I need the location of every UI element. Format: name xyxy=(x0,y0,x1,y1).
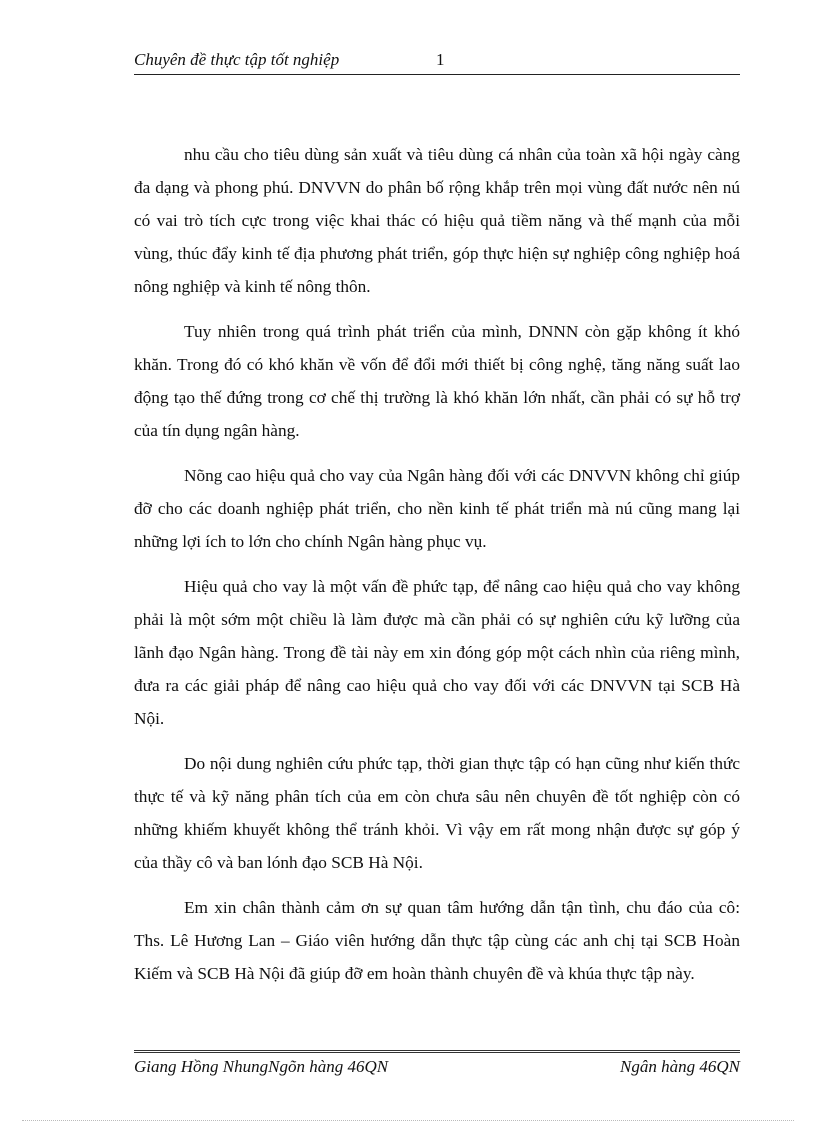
paragraph: Hiệu quả cho vay là một vấn đề phức tạp, để nâng cao hiệu quả cho vay không phải là một sớm một chiều là làm được mà cần phải có sự nghiên cứu kỹ lưỡng của lãnh đạo Ngân hàng. Trong đề tài này em xin đóng góp một cách nhìn của riêng mình, đưa ra các giải pháp để nâng cao hiệu quả cho vay đối với các DNVVN tại SCB Hà Nội. xyxy=(134,577,740,728)
paragraph: nhu cầu cho tiêu dùng sản xuất và tiêu dùng cá nhân của toàn xã hội ngày càng đa dạng và phong phú. DNVVN do phân bố rộng khắp trên mọi vùng đất nước nên nú có vai trò tích cực trong việc khai thác có hiệu quả tiềm năng và thế mạnh của mỗi vùng, thúc đẩy kinh tế địa phương phát triển, góp thực hiện sự nghiệp công nghiệp hoá nông nghiệp và kinh tế nông thôn. xyxy=(134,145,740,296)
page-footer xyxy=(134,1050,740,1083)
footer-author: Giang Hồng NhungNgõn hàng 46QN xyxy=(134,1057,389,1076)
paragraph: Do nội dung nghiên cứu phức tạp, thời gian thực tập có hạn cũng như kiến thức thực tế và kỹ năng phân tích của em còn chưa sâu nên chuyên đề tốt nghiệp còn có những khiếm khuyết không thể tránh khỏi. Vì vậy em rất mong nhận được sự góp ý của thầy cô và ban lónh đạo SCB Hà Nội. xyxy=(134,754,740,872)
page-edge-divider xyxy=(22,1120,794,1121)
paragraph: Em xin chân thành cảm ơn sự quan tâm hướng dẫn tận tình, chu đáo của cô: Ths. Lê Hương Lan – Giáo viên hướng dẫn thực tập cùng các anh chị tại SCB Hoàn Kiếm và SCB Hà Nội đã giúp đỡ em hoàn thành chuyên đề và khúa thực tập này. xyxy=(134,898,740,983)
document-body xyxy=(134,138,740,1002)
header-title: Chuyên đề thực tập tốt nghiệp xyxy=(134,50,340,69)
paragraph: Tuy nhiên trong quá trình phát triển của mình, DNNN còn gặp không ít khó khăn. Trong đó có khó khăn về vốn để đổi mới thiết bị công nghệ, tăng năng suất lao động tạo thế đứng trong cơ chế thị trường là khó khăn lớn nhất, cần phải có sự hỗ trợ của tín dụng ngân hàng. xyxy=(134,322,740,440)
footer-class: Ngân hàng 46QN xyxy=(620,1057,740,1076)
page-header xyxy=(134,48,740,75)
page-number: 1 xyxy=(436,50,445,69)
paragraph: Nõng cao hiệu quả cho vay của Ngân hàng đối với các DNVVN không chỉ giúp đỡ cho các doanh nghiệp phát triển, cho nền kinh tế phát triển mà nú cũng mang lại những lợi ích to lớn cho chính Ngân hàng phục vụ. xyxy=(134,466,740,551)
